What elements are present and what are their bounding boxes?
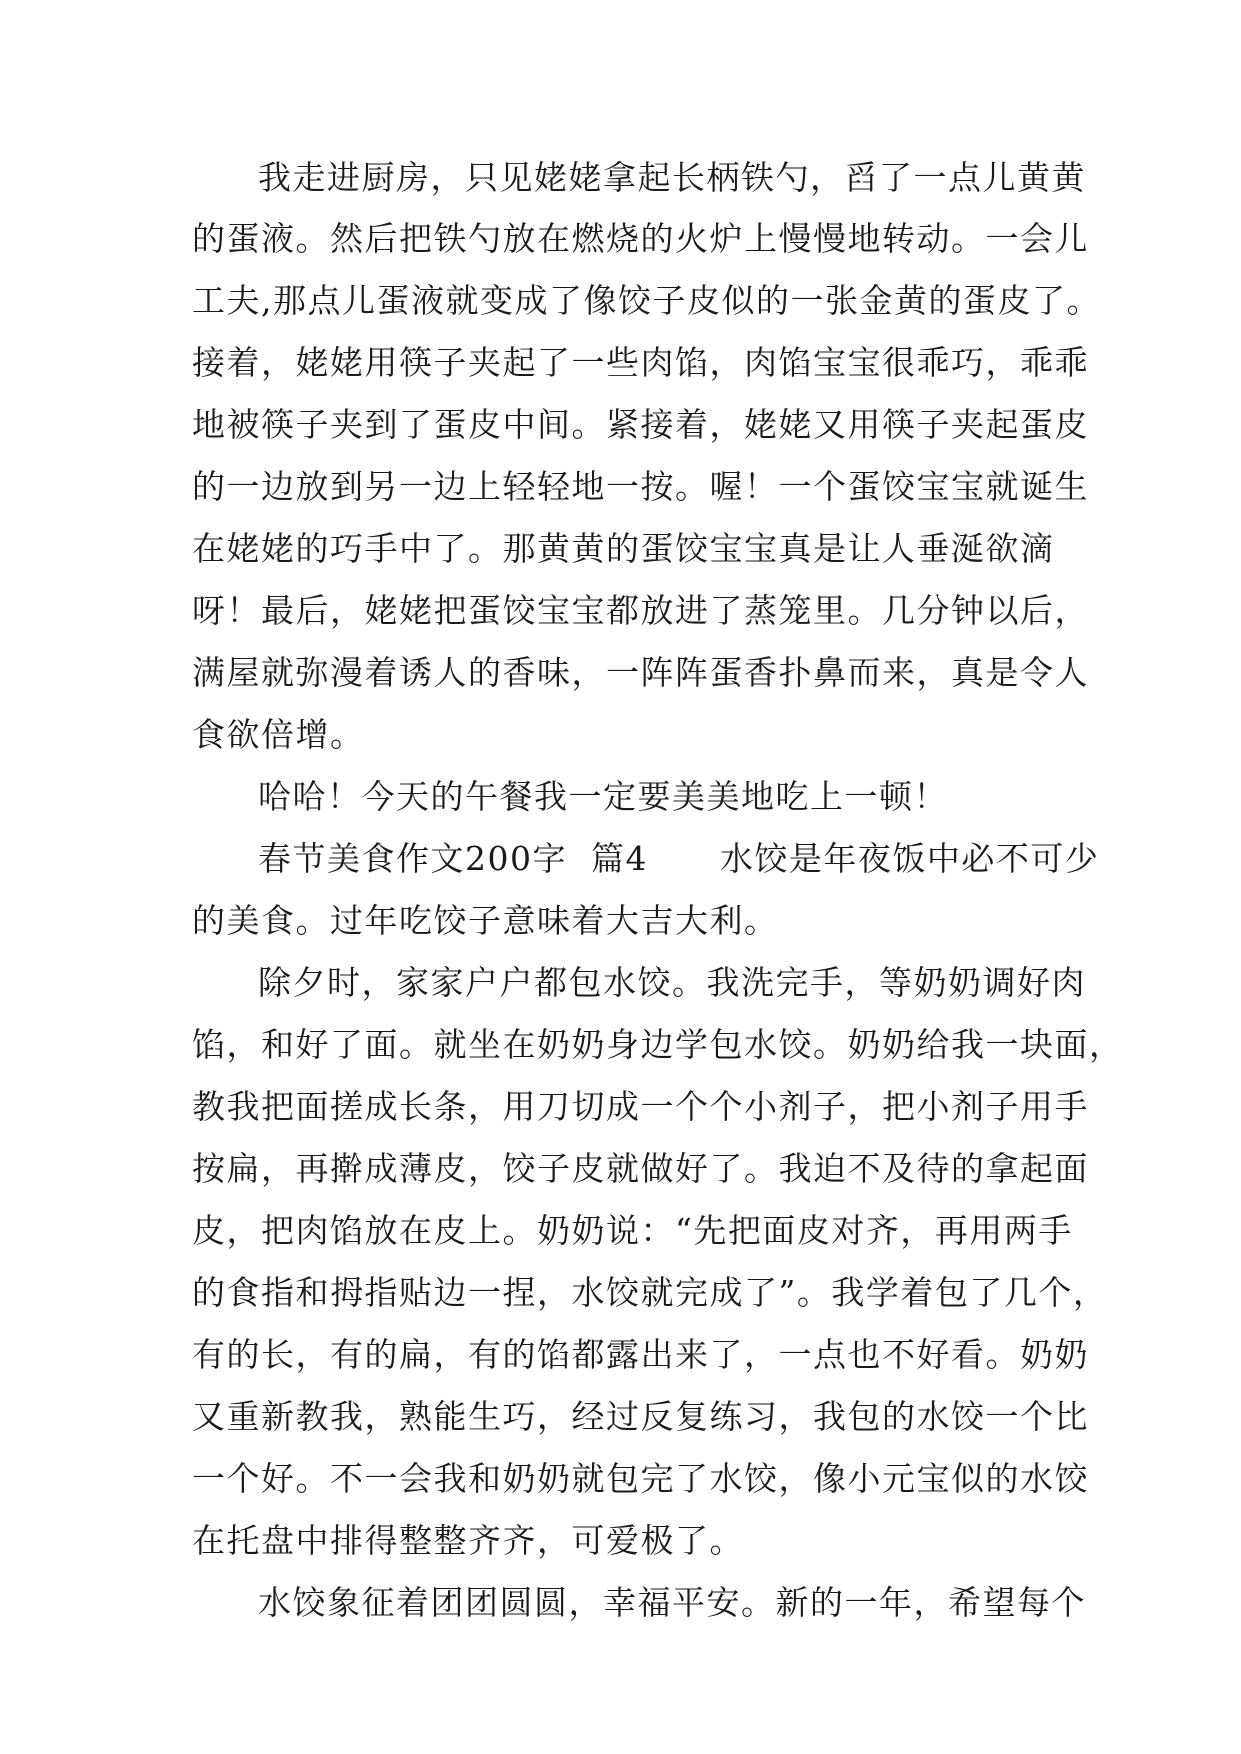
- text-line: 我走进厨房，只见姥姥拿起长柄铁勺，舀了一点儿黄黄: [258, 158, 1086, 197]
- text-line: 教我把面搓成长条，用刀切成一个个小剂子，把小剂子用手: [192, 1087, 1089, 1126]
- text-line: 除夕时，家家户户都包水饺。我洗完手，等奶奶调好肉: [258, 963, 1086, 1002]
- text-line: 又重新教我，熟能生巧，经过反复练习，我包的水饺一个比: [192, 1397, 1089, 1436]
- text-line: 的食指和拇指贴边一捏，水饺就完成了”。我学着包了几个，: [192, 1273, 1108, 1312]
- text-line: 一个好。不一会我和奶奶就包完了水饺，像小元宝似的水饺: [192, 1459, 1089, 1498]
- text-line: 满屋就弥漫着诱人的香味，一阵阵蛋香扑鼻而来，真是令人: [192, 653, 1089, 692]
- text-line: 皮，把肉馅放在皮上。奶奶说：“先把面皮对齐，再用两手: [192, 1211, 1073, 1250]
- text-line: 哈哈！今天的午餐我一定要美美地吃上一顿！: [258, 777, 948, 816]
- text-line: 地被筷子夹到了蛋皮中间。紧接着，姥姥又用筷子夹起蛋皮: [192, 405, 1089, 444]
- text-line: 按扁，再擀成薄皮，饺子皮就做好了。我迫不及待的拿起面: [192, 1149, 1089, 1188]
- text-line: 食欲倍增。: [192, 715, 365, 754]
- text-line: 的一边放到另一边上轻轻地一按。喔！一个蛋饺宝宝就诞生: [192, 467, 1089, 506]
- text-line: 的美食。过年吃饺子意味着大吉大利。: [192, 901, 779, 940]
- text-line: 在姥姥的巧手中了。那黄黄的蛋饺宝宝真是让人垂涎欲滴: [192, 529, 1055, 568]
- text-line: 有的长，有的扁，有的馅都露出来了，一点也不好看。奶奶: [192, 1335, 1089, 1374]
- text-line: 水饺象征着团团圆圆，幸福平安。新的一年，希望每个: [258, 1583, 1086, 1622]
- text-line: 馅，和好了面。就坐在奶奶身边学包水饺。奶奶给我一块面，: [192, 1025, 1124, 1064]
- text-line: 工夫,那点儿蛋液就变成了像饺子皮似的一张金黄的蛋皮了。: [192, 281, 1101, 320]
- text-line: 的蛋液。然后把铁勺放在燃烧的火炉上慢慢地转动。一会儿: [192, 219, 1089, 258]
- text-line: 接着，姥姥用筷子夹起了一些肉馅，肉馅宝宝很乖巧，乖乖: [192, 343, 1089, 382]
- text-line: 呀！最后，姥姥把蛋饺宝宝都放进了蒸笼里。几分钟以后，: [192, 591, 1089, 630]
- text-line: 在托盘中排得整整齐齐，可爱极了。: [192, 1521, 744, 1560]
- section-heading-line: 春节美食作文200字 篇4 水饺是年夜饭中必不可少: [258, 839, 1100, 878]
